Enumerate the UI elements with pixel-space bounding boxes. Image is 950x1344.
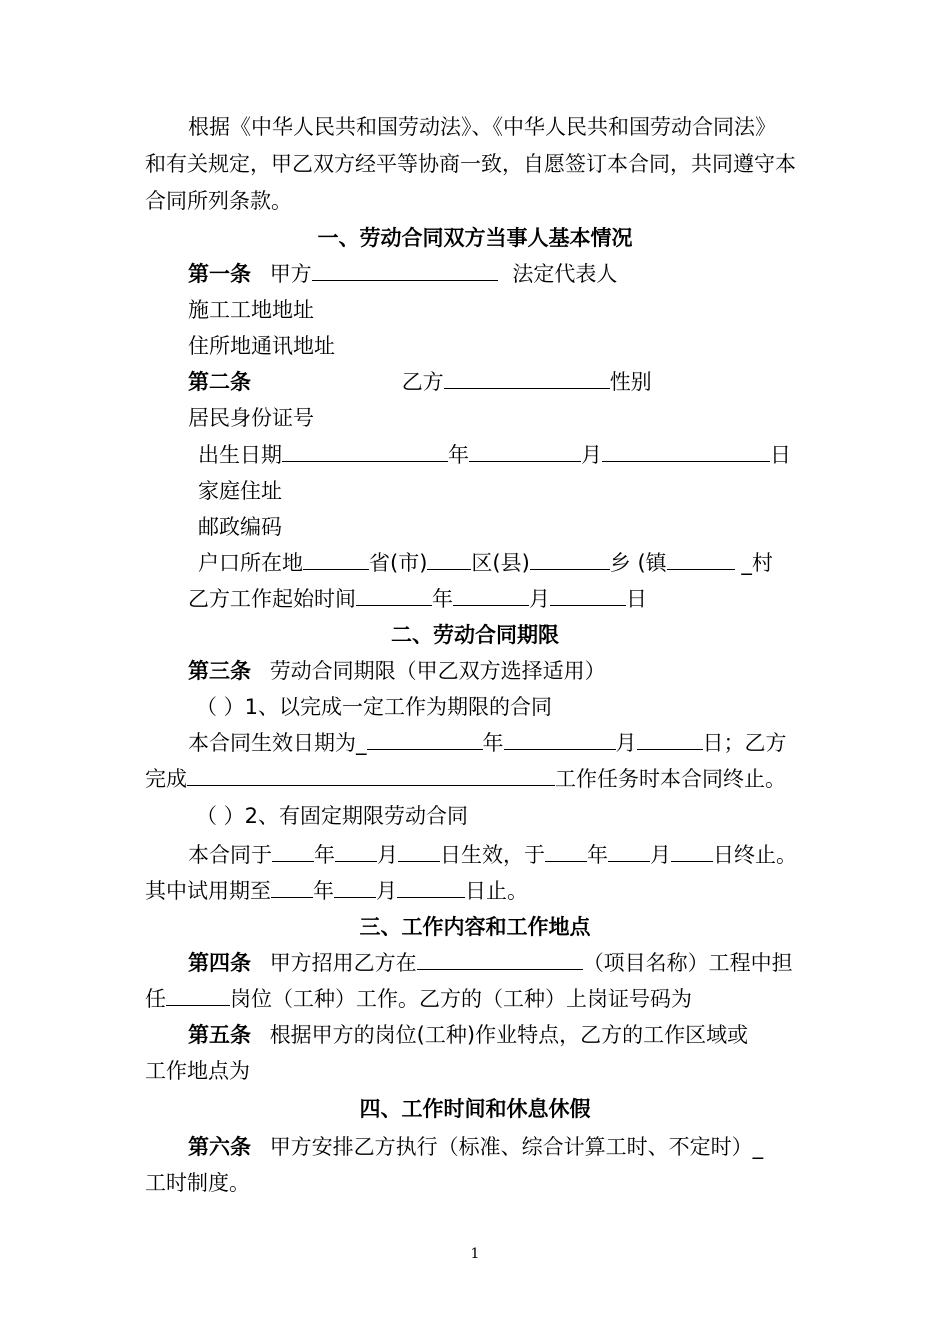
section-4-title: 四、工作时间和休息休假: [359, 1097, 591, 1121]
section-2-title: 二、劳动合同期限: [391, 623, 559, 647]
probation-year-blank[interactable]: [271, 873, 313, 898]
position-blank[interactable]: [166, 981, 230, 1006]
article-3: [188, 653, 606, 689]
section-1-title: 一、劳动合同双方当事人基本情况: [317, 226, 633, 250]
article-3-label: 第三条: [188, 659, 251, 683]
task-complete-row: [145, 761, 786, 797]
article-4-label: 第四条: [188, 951, 251, 975]
option-1: （ ）1、以完成一定工作为期限的合同: [196, 695, 553, 719]
birth-month-blank[interactable]: [469, 437, 581, 462]
start-day-label: 日: [626, 587, 647, 611]
fixed-end-year-label: 年: [587, 843, 608, 867]
birth-day-blank[interactable]: [602, 437, 770, 462]
probation-day-label: 日止。: [465, 879, 528, 903]
fixed-end-year-blank[interactable]: [545, 837, 587, 862]
task-end-label: 工作任务时本合同终止。: [555, 767, 786, 791]
effective-date-label: 本合同生效日期为_: [188, 731, 367, 755]
party-a-blank[interactable]: [312, 256, 498, 281]
start-month-blank[interactable]: [453, 581, 529, 606]
article-1: [188, 256, 617, 292]
hukou-label: 户口所在地: [198, 551, 303, 575]
effective-day-label: 日；乙方: [702, 731, 787, 755]
postal-code-label: 邮政编码: [198, 515, 282, 539]
birth-month-label: 月: [581, 443, 602, 467]
fixed-start-year-blank[interactable]: [272, 837, 314, 862]
fixed-end-month-blank[interactable]: [608, 837, 650, 862]
province-label: 省(市): [369, 551, 428, 575]
effective-month-blank[interactable]: [504, 725, 616, 750]
district-blank[interactable]: [427, 545, 471, 570]
village-blank[interactable]: [667, 545, 735, 570]
start-year-label: 年: [432, 587, 453, 611]
article-6: [188, 1129, 763, 1165]
start-time-label: 乙方工作起始时间: [188, 587, 356, 611]
intro-line-1: 根据《中华人民共和国劳动法》、《中华人民共和国劳动合同法》: [188, 115, 776, 139]
start-day-blank[interactable]: [550, 581, 626, 606]
province-blank[interactable]: [303, 545, 369, 570]
id-number-label: 居民身份证号: [188, 406, 314, 430]
effective-month-label: 月: [615, 731, 637, 755]
article-4-text-3: 任: [145, 987, 166, 1011]
effective-day-blank[interactable]: [637, 725, 703, 750]
article-4-text-1: 甲方招用乙方在: [269, 951, 417, 975]
complete-label: 完成: [145, 767, 187, 791]
probation-month-label: 月: [376, 879, 397, 903]
fixed-term-row: [188, 837, 797, 873]
article-5-text-2: 工作地点为: [145, 1059, 250, 1083]
article-6-text-2: 工时制度。: [145, 1171, 250, 1195]
birth-day-label: 日: [770, 443, 791, 467]
article-5-label: 第五条: [188, 1023, 251, 1047]
start-time-row: [188, 581, 647, 617]
fixed-start-year-label: 年: [314, 843, 335, 867]
party-a-label: 甲方: [269, 262, 312, 286]
site-address-label: 施工工地地址: [188, 298, 314, 322]
article-1-label: 第一条: [188, 262, 251, 286]
task-blank[interactable]: [187, 761, 555, 786]
township-label: 乡 (镇: [609, 551, 667, 575]
effective-date-row: [188, 725, 787, 761]
party-b-blank[interactable]: [444, 364, 610, 389]
probation-row: [145, 873, 528, 909]
fixed-end-month-label: 月: [650, 843, 671, 867]
article-4-cont: [145, 981, 692, 1017]
fixed-start-month-blank[interactable]: [335, 837, 377, 862]
fixed-end-day-blank[interactable]: [671, 837, 713, 862]
page-number: 1: [470, 1246, 480, 1262]
birth-year-blank[interactable]: [282, 437, 448, 462]
article-5: [188, 1017, 748, 1053]
village-label: _村: [741, 551, 773, 575]
residence-address-label: 住所地通讯地址: [188, 334, 335, 358]
gender-label: 性别: [609, 370, 652, 394]
article-5-text-1: 根据甲方的岗位(工种)作业特点，乙方的工作区域或: [269, 1023, 749, 1047]
hukou-row: [198, 545, 773, 581]
article-6-label: 第六条: [188, 1135, 251, 1159]
article-2: [188, 364, 652, 400]
effective-year-blank[interactable]: [367, 725, 483, 750]
start-month-label: 月: [529, 587, 550, 611]
project-name-blank[interactable]: [417, 945, 583, 970]
fixed-start-day-blank[interactable]: [398, 837, 440, 862]
birth-date-label: 出生日期: [198, 443, 282, 467]
article-6-text-1: 甲方安排乙方执行（标准、综合计算工时、不定时）_: [269, 1135, 764, 1159]
legal-rep-label: 法定代表人: [512, 262, 618, 286]
fixed-start-label: 本合同于: [188, 843, 272, 867]
article-2-label: 第二条: [188, 370, 251, 394]
article-4-text-2: （项目名称）工程中担: [582, 951, 793, 975]
article-4-text-4: 岗位（工种）工作。乙方的（工种）上岗证号码为: [230, 987, 692, 1011]
probation-year-label: 年: [313, 879, 334, 903]
home-address-label: 家庭住址: [198, 479, 282, 503]
article-4: [188, 945, 793, 981]
option-2: （ ）2、有固定期限劳动合同: [196, 804, 469, 828]
effective-label: 日生效，于: [440, 843, 545, 867]
party-b-label: 乙方: [401, 370, 444, 394]
terminate-label: 日终止。: [713, 843, 797, 867]
effective-year-label: 年: [482, 731, 504, 755]
birth-year-label: 年: [448, 443, 469, 467]
intro-line-2: 和有关规定，甲乙双方经平等协商一致，自愿签订本合同，共同遵守本: [145, 152, 796, 176]
township-blank[interactable]: [530, 545, 610, 570]
probation-label: 其中试用期至: [145, 879, 271, 903]
fixed-start-month-label: 月: [377, 843, 398, 867]
birth-date-row: [198, 437, 791, 473]
district-label: 区(县): [471, 551, 530, 575]
probation-day-blank[interactable]: [397, 873, 465, 898]
probation-month-blank[interactable]: [334, 873, 376, 898]
article-3-text: 劳动合同期限（甲乙双方选择适用）: [269, 659, 606, 683]
start-year-blank[interactable]: [356, 581, 432, 606]
section-3-title: 三、工作内容和工作地点: [359, 915, 591, 939]
intro-line-3: 合同所列条款。: [145, 189, 292, 213]
